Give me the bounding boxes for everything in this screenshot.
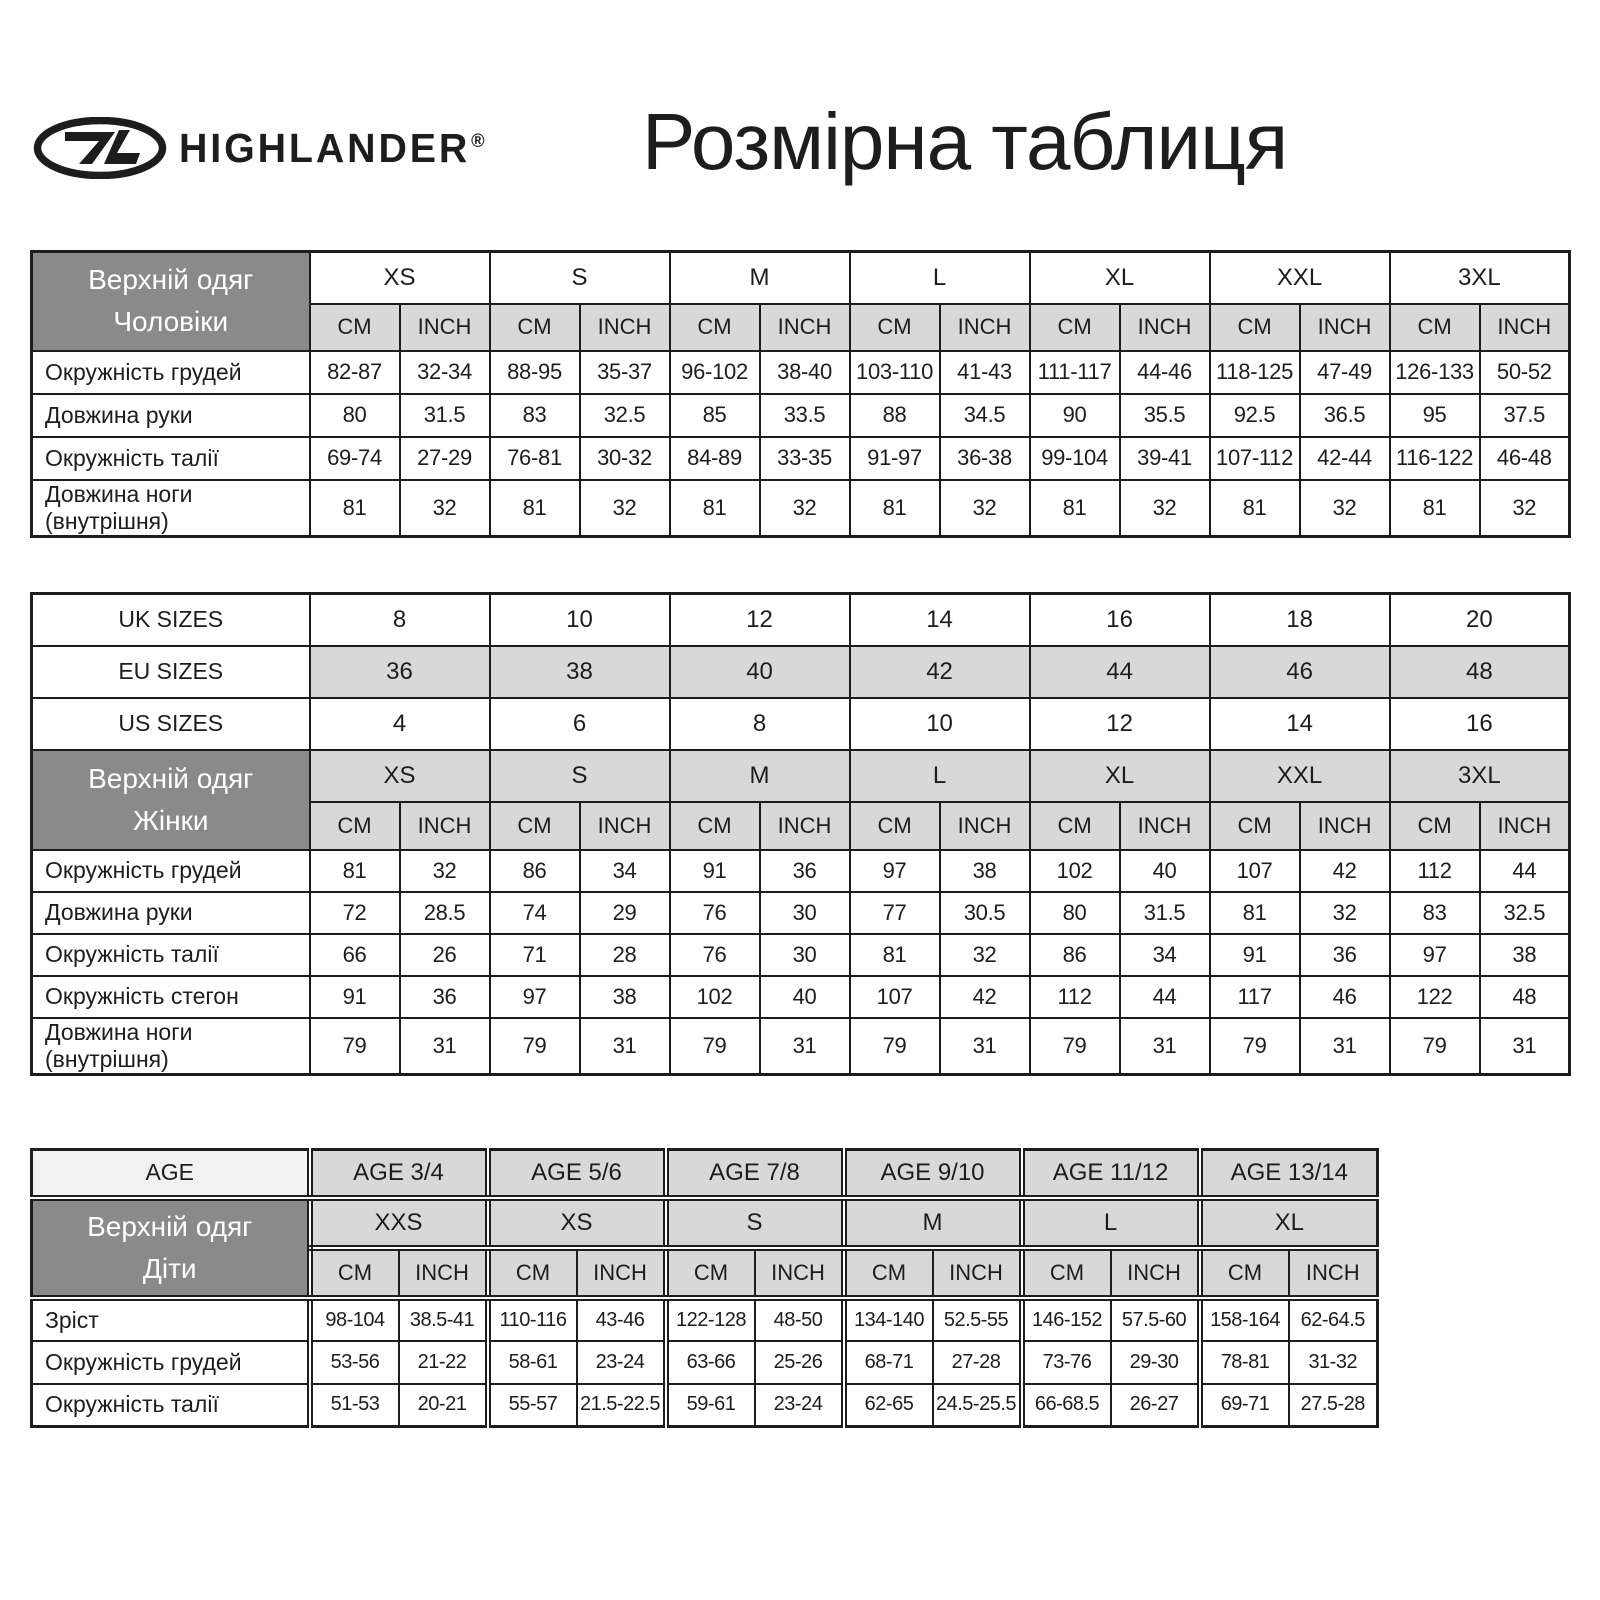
value-cell-inch: 30.5 — [940, 892, 1030, 934]
size-column-header: L — [850, 252, 1030, 304]
value-cell-cm: 97 — [1390, 934, 1480, 976]
intl-sizes-label: EU SIZES — [32, 646, 310, 698]
value-cell-cm: 76-81 — [490, 437, 580, 480]
age-column-header: AGE 13/14 — [1200, 1150, 1378, 1198]
intl-size-cell: 16 — [1390, 698, 1570, 750]
value-cell-cm: 146-152 — [1022, 1298, 1111, 1341]
unit-header-cm: CM — [490, 304, 580, 351]
value-cell-cm: 79 — [670, 1018, 760, 1075]
value-cell-inch: 28 — [580, 934, 670, 976]
value-cell-inch: 36 — [1300, 934, 1390, 976]
unit-header-cm: CM — [1030, 802, 1120, 850]
unit-header-inch: INCH — [933, 1248, 1022, 1298]
value-cell-cm: 99-104 — [1030, 437, 1120, 480]
intl-size-cell: 44 — [1030, 646, 1210, 698]
value-cell-cm: 73-76 — [1022, 1341, 1111, 1384]
value-cell-inch: 46-48 — [1480, 437, 1570, 480]
value-cell-cm: 91 — [1210, 934, 1300, 976]
value-cell-cm: 59-61 — [666, 1384, 755, 1427]
value-cell-inch: 32.5 — [1480, 892, 1570, 934]
value-cell-inch: 31 — [580, 1018, 670, 1075]
age-column-header: AGE 7/8 — [666, 1150, 844, 1198]
intl-size-cell: 10 — [490, 594, 670, 646]
size-column-header: S — [490, 252, 670, 304]
value-cell-cm: 81 — [1210, 480, 1300, 537]
value-cell-cm: 66-68.5 — [1022, 1384, 1111, 1427]
value-cell-inch: 50-52 — [1480, 351, 1570, 394]
size-column-header: XL — [1030, 750, 1210, 802]
intl-size-cell: 14 — [850, 594, 1030, 646]
value-cell-cm: 62-65 — [844, 1384, 933, 1427]
value-cell-cm: 122 — [1390, 976, 1480, 1018]
size-column-header: M — [670, 252, 850, 304]
unit-header-cm: CM — [666, 1248, 755, 1298]
value-cell-cm: 118-125 — [1210, 351, 1300, 394]
unit-header-inch: INCH — [1111, 1248, 1200, 1298]
value-cell-inch: 47-49 — [1300, 351, 1390, 394]
unit-header-inch: INCH — [1480, 304, 1570, 351]
value-cell-inch: 27-28 — [933, 1341, 1022, 1384]
measurement-row-label: Окружність грудей — [32, 1341, 310, 1384]
unit-header-inch: INCH — [1120, 802, 1210, 850]
value-cell-inch: 43-46 — [577, 1298, 666, 1341]
value-cell-cm: 97 — [490, 976, 580, 1018]
size-column-header: XL — [1200, 1198, 1378, 1248]
intl-size-cell: 38 — [490, 646, 670, 698]
women-size-table — [30, 592, 1571, 1076]
value-cell-cm: 95 — [1390, 394, 1480, 437]
value-cell-cm: 84-89 — [670, 437, 760, 480]
value-cell-cm: 81 — [1390, 480, 1480, 537]
intl-size-cell: 12 — [670, 594, 850, 646]
value-cell-cm: 91-97 — [850, 437, 940, 480]
value-cell-cm: 63-66 — [666, 1341, 755, 1384]
unit-header-inch: INCH — [1300, 802, 1390, 850]
value-cell-inch: 30 — [760, 934, 850, 976]
value-cell-cm: 79 — [1390, 1018, 1480, 1075]
value-cell-cm: 79 — [1030, 1018, 1120, 1075]
value-cell-inch: 36-38 — [940, 437, 1030, 480]
value-cell-cm: 110-116 — [488, 1298, 577, 1341]
value-cell-inch: 32.5 — [580, 394, 670, 437]
unit-header-inch: INCH — [580, 802, 670, 850]
measurement-row-label: Окружність стегон — [32, 976, 310, 1018]
unit-header-inch: INCH — [760, 304, 850, 351]
value-cell-inch: 30-32 — [580, 437, 670, 480]
value-cell-inch: 40 — [1120, 850, 1210, 892]
intl-size-cell: 8 — [670, 698, 850, 750]
value-cell-inch: 35.5 — [1120, 394, 1210, 437]
measurement-row-label: Окружність талії — [32, 934, 310, 976]
value-cell-cm: 69-74 — [310, 437, 400, 480]
value-cell-inch: 38 — [940, 850, 1030, 892]
value-cell-inch: 25-26 — [755, 1341, 844, 1384]
measurement-row-label: Окружність грудей — [32, 850, 310, 892]
value-cell-inch: 31 — [400, 1018, 490, 1075]
value-cell-cm: 102 — [670, 976, 760, 1018]
size-column-header: M — [670, 750, 850, 802]
value-cell-cm: 88-95 — [490, 351, 580, 394]
unit-header-cm: CM — [670, 802, 760, 850]
value-cell-cm: 112 — [1030, 976, 1120, 1018]
value-cell-inch: 48-50 — [755, 1298, 844, 1341]
size-column-header: XS — [488, 1198, 666, 1248]
children-size-table — [30, 1148, 1379, 1428]
intl-sizes-label: US SIZES — [32, 698, 310, 750]
value-cell-cm: 76 — [670, 892, 760, 934]
value-cell-cm: 74 — [490, 892, 580, 934]
value-cell-cm: 76 — [670, 934, 760, 976]
value-cell-inch: 24.5-25.5 — [933, 1384, 1022, 1427]
value-cell-inch: 31.5 — [1120, 892, 1210, 934]
value-cell-inch: 31 — [1120, 1018, 1210, 1075]
unit-header-cm: CM — [850, 802, 940, 850]
value-cell-inch: 37.5 — [1480, 394, 1570, 437]
value-cell-cm: 80 — [310, 394, 400, 437]
value-cell-inch: 42-44 — [1300, 437, 1390, 480]
value-cell-inch: 62-64.5 — [1289, 1298, 1378, 1341]
intl-size-cell: 8 — [310, 594, 490, 646]
measurement-row-label: Окружність грудей — [32, 351, 310, 394]
value-cell-inch: 32-34 — [400, 351, 490, 394]
value-cell-inch: 33-35 — [760, 437, 850, 480]
group-title: Верхній одяг Чоловіки — [32, 252, 310, 351]
value-cell-inch: 44-46 — [1120, 351, 1210, 394]
value-cell-inch: 41-43 — [940, 351, 1030, 394]
unit-header-inch: INCH — [400, 304, 490, 351]
value-cell-cm: 107-112 — [1210, 437, 1300, 480]
unit-header-cm: CM — [1200, 1248, 1289, 1298]
measurement-row-label: Довжина ноги (внутрішня) — [32, 1018, 310, 1075]
value-cell-cm: 86 — [1030, 934, 1120, 976]
value-cell-cm: 107 — [850, 976, 940, 1018]
value-cell-inch: 32 — [760, 480, 850, 537]
unit-header-cm: CM — [1030, 304, 1120, 351]
value-cell-cm: 69-71 — [1200, 1384, 1289, 1427]
intl-size-cell: 12 — [1030, 698, 1210, 750]
value-cell-inch: 48 — [1480, 976, 1570, 1018]
measurement-row-label: Окружність талії — [32, 1384, 310, 1427]
value-cell-cm: 83 — [490, 394, 580, 437]
intl-size-cell: 46 — [1210, 646, 1390, 698]
value-cell-inch: 32 — [1480, 480, 1570, 537]
value-cell-cm: 122-128 — [666, 1298, 755, 1341]
size-column-header: XXS — [310, 1198, 488, 1248]
value-cell-inch: 42 — [940, 976, 1030, 1018]
value-cell-cm: 79 — [850, 1018, 940, 1075]
size-column-header: XL — [1030, 252, 1210, 304]
value-cell-inch: 21-22 — [399, 1341, 488, 1384]
unit-header-cm: CM — [1022, 1248, 1111, 1298]
value-cell-cm: 81 — [310, 850, 400, 892]
value-cell-inch: 38.5-41 — [399, 1298, 488, 1341]
size-column-header: M — [844, 1198, 1022, 1248]
size-column-header: 3XL — [1390, 750, 1570, 802]
value-cell-cm: 82-87 — [310, 351, 400, 394]
unit-header-inch: INCH — [400, 802, 490, 850]
age-column-header: AGE 3/4 — [310, 1150, 488, 1198]
intl-size-cell: 16 — [1030, 594, 1210, 646]
value-cell-cm: 80 — [1030, 892, 1120, 934]
value-cell-cm: 81 — [490, 480, 580, 537]
value-cell-cm: 51-53 — [310, 1384, 399, 1427]
value-cell-cm: 111-117 — [1030, 351, 1120, 394]
value-cell-inch: 32 — [1300, 892, 1390, 934]
intl-sizes-label: UK SIZES — [32, 594, 310, 646]
value-cell-inch: 34 — [580, 850, 670, 892]
value-cell-cm: 88 — [850, 394, 940, 437]
value-cell-inch: 29 — [580, 892, 670, 934]
value-cell-cm: 79 — [1210, 1018, 1300, 1075]
value-cell-inch: 28.5 — [400, 892, 490, 934]
age-column-header: AGE 5/6 — [488, 1150, 666, 1198]
unit-header-inch: INCH — [580, 304, 670, 351]
unit-header-cm: CM — [1390, 802, 1480, 850]
value-cell-inch: 57.5-60 — [1111, 1298, 1200, 1341]
value-cell-inch: 26 — [400, 934, 490, 976]
value-cell-inch: 32 — [940, 480, 1030, 537]
value-cell-inch: 31 — [1300, 1018, 1390, 1075]
unit-header-cm: CM — [488, 1248, 577, 1298]
value-cell-cm: 83 — [1390, 892, 1480, 934]
value-cell-inch: 31 — [940, 1018, 1030, 1075]
size-column-header: L — [850, 750, 1030, 802]
unit-header-cm: CM — [1210, 802, 1300, 850]
value-cell-cm: 91 — [670, 850, 760, 892]
unit-header-cm: CM — [1390, 304, 1480, 351]
group-title: Верхній одяг Діти — [32, 1198, 310, 1298]
brand-name: HIGHLANDER® — [179, 124, 485, 171]
value-cell-cm: 90 — [1030, 394, 1120, 437]
unit-header-inch: INCH — [755, 1248, 844, 1298]
unit-header-cm: CM — [310, 304, 400, 351]
value-cell-inch: 38-40 — [760, 351, 850, 394]
value-cell-cm: 55-57 — [488, 1384, 577, 1427]
value-cell-inch: 31 — [1480, 1018, 1570, 1075]
intl-size-cell: 14 — [1210, 698, 1390, 750]
value-cell-inch: 32 — [940, 934, 1030, 976]
value-cell-inch: 29-30 — [1111, 1341, 1200, 1384]
value-cell-cm: 78-81 — [1200, 1341, 1289, 1384]
unit-header-inch: INCH — [1480, 802, 1570, 850]
value-cell-cm: 116-122 — [1390, 437, 1480, 480]
value-cell-cm: 112 — [1390, 850, 1480, 892]
value-cell-inch: 44 — [1120, 976, 1210, 1018]
page-title: Розмірна таблиця — [642, 97, 1288, 186]
value-cell-cm: 98-104 — [310, 1298, 399, 1341]
value-cell-inch: 20-21 — [399, 1384, 488, 1427]
value-cell-inch: 32 — [580, 480, 670, 537]
value-cell-cm: 81 — [850, 934, 940, 976]
unit-header-cm: CM — [1210, 304, 1300, 351]
value-cell-inch: 31 — [760, 1018, 850, 1075]
value-cell-cm: 81 — [1030, 480, 1120, 537]
size-column-header: L — [1022, 1198, 1200, 1248]
value-cell-inch: 34.5 — [940, 394, 1030, 437]
value-cell-cm: 86 — [490, 850, 580, 892]
value-cell-cm: 68-71 — [844, 1341, 933, 1384]
measurement-row-label: Довжина ноги (внутрішня) — [32, 480, 310, 537]
value-cell-cm: 85 — [670, 394, 760, 437]
measurement-row-label: Довжина руки — [32, 892, 310, 934]
value-cell-cm: 79 — [310, 1018, 400, 1075]
value-cell-inch: 42 — [1300, 850, 1390, 892]
value-cell-cm: 134-140 — [844, 1298, 933, 1341]
value-cell-cm: 72 — [310, 892, 400, 934]
unit-header-cm: CM — [850, 304, 940, 351]
unit-header-inch: INCH — [940, 802, 1030, 850]
value-cell-inch: 36.5 — [1300, 394, 1390, 437]
value-cell-cm: 158-164 — [1200, 1298, 1289, 1341]
value-cell-inch: 38 — [1480, 934, 1570, 976]
value-cell-inch: 27-29 — [400, 437, 490, 480]
value-cell-inch: 34 — [1120, 934, 1210, 976]
value-cell-inch: 44 — [1480, 850, 1570, 892]
value-cell-cm: 81 — [310, 480, 400, 537]
value-cell-inch: 27.5-28 — [1289, 1384, 1378, 1427]
value-cell-inch: 23-24 — [577, 1341, 666, 1384]
unit-header-cm: CM — [844, 1248, 933, 1298]
highlander-logo-mark — [33, 117, 167, 179]
intl-size-cell: 4 — [310, 698, 490, 750]
value-cell-inch: 39-41 — [1120, 437, 1210, 480]
value-cell-cm: 91 — [310, 976, 400, 1018]
value-cell-inch: 32 — [1120, 480, 1210, 537]
unit-header-cm: CM — [670, 304, 760, 351]
value-cell-inch: 52.5-55 — [933, 1298, 1022, 1341]
value-cell-cm: 126-133 — [1390, 351, 1480, 394]
unit-header-inch: INCH — [1300, 304, 1390, 351]
intl-size-cell: 20 — [1390, 594, 1570, 646]
value-cell-cm: 103-110 — [850, 351, 940, 394]
intl-size-cell: 18 — [1210, 594, 1390, 646]
value-cell-cm: 81 — [850, 480, 940, 537]
value-cell-inch: 31.5 — [400, 394, 490, 437]
size-column-header: XXL — [1210, 252, 1390, 304]
value-cell-cm: 81 — [670, 480, 760, 537]
value-cell-inch: 21.5-22.5 — [577, 1384, 666, 1427]
age-column-header: AGE 11/12 — [1022, 1150, 1200, 1198]
value-cell-cm: 107 — [1210, 850, 1300, 892]
measurement-row-label: Довжина руки — [32, 394, 310, 437]
size-column-header: XXL — [1210, 750, 1390, 802]
value-cell-inch: 31-32 — [1289, 1341, 1378, 1384]
intl-size-cell: 6 — [490, 698, 670, 750]
unit-header-inch: INCH — [1289, 1248, 1378, 1298]
value-cell-cm: 53-56 — [310, 1341, 399, 1384]
unit-header-inch: INCH — [399, 1248, 488, 1298]
value-cell-inch: 32 — [400, 480, 490, 537]
intl-size-cell: 36 — [310, 646, 490, 698]
registered-trademark-symbol: ® — [471, 130, 485, 152]
value-cell-inch: 26-27 — [1111, 1384, 1200, 1427]
highlander-logo — [33, 116, 496, 180]
measurement-row-label: Окружність талії — [32, 437, 310, 480]
unit-header-inch: INCH — [940, 304, 1030, 351]
value-cell-cm: 117 — [1210, 976, 1300, 1018]
value-cell-inch: 23-24 — [755, 1384, 844, 1427]
value-cell-inch: 38 — [580, 976, 670, 1018]
unit-header-cm: CM — [310, 802, 400, 850]
value-cell-cm: 81 — [1210, 892, 1300, 934]
value-cell-inch: 30 — [760, 892, 850, 934]
unit-header-inch: INCH — [577, 1248, 666, 1298]
value-cell-inch: 46 — [1300, 976, 1390, 1018]
measurement-row-label: Зріст — [32, 1298, 310, 1341]
value-cell-inch: 40 — [760, 976, 850, 1018]
value-cell-inch: 36 — [400, 976, 490, 1018]
value-cell-inch: 32 — [400, 850, 490, 892]
size-column-header: 3XL — [1390, 252, 1570, 304]
age-row-label: AGE — [32, 1150, 310, 1198]
intl-size-cell: 42 — [850, 646, 1030, 698]
value-cell-inch: 33.5 — [760, 394, 850, 437]
group-title: Верхній одяг Жінки — [32, 750, 310, 850]
size-column-header: XS — [310, 750, 490, 802]
value-cell-cm: 77 — [850, 892, 940, 934]
value-cell-cm: 58-61 — [488, 1341, 577, 1384]
value-cell-cm: 92.5 — [1210, 394, 1300, 437]
value-cell-cm: 96-102 — [670, 351, 760, 394]
size-column-header: S — [666, 1198, 844, 1248]
intl-size-cell: 40 — [670, 646, 850, 698]
unit-header-inch: INCH — [760, 802, 850, 850]
size-column-header: S — [490, 750, 670, 802]
value-cell-cm: 71 — [490, 934, 580, 976]
unit-header-cm: CM — [490, 802, 580, 850]
unit-header-inch: INCH — [1120, 304, 1210, 351]
value-cell-inch: 35-37 — [580, 351, 670, 394]
intl-size-cell: 48 — [1390, 646, 1570, 698]
men-size-table — [30, 250, 1571, 538]
age-column-header: AGE 9/10 — [844, 1150, 1022, 1198]
value-cell-inch: 32 — [1300, 480, 1390, 537]
value-cell-cm: 102 — [1030, 850, 1120, 892]
value-cell-cm: 97 — [850, 850, 940, 892]
unit-header-cm: CM — [310, 1248, 399, 1298]
value-cell-cm: 66 — [310, 934, 400, 976]
size-column-header: XS — [310, 252, 490, 304]
intl-size-cell: 10 — [850, 698, 1030, 750]
value-cell-cm: 79 — [490, 1018, 580, 1075]
value-cell-inch: 36 — [760, 850, 850, 892]
